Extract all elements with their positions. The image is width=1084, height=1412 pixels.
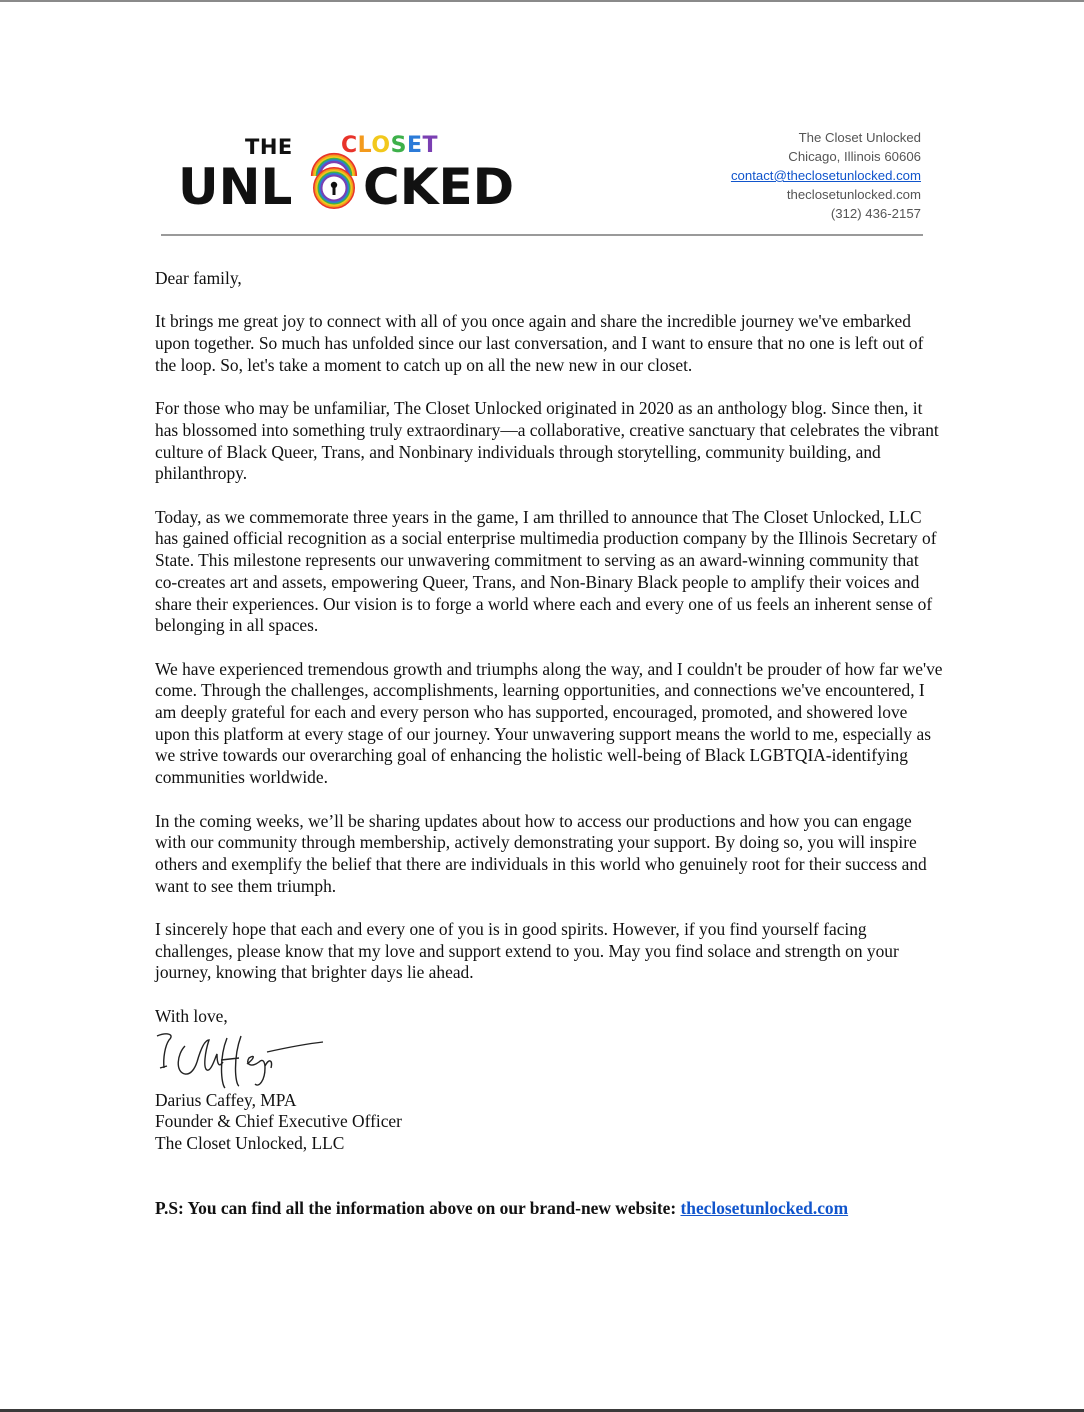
paragraph-2: For those who may be unfamiliar, The Closet Unlocked originated in 2020 as an anthology blog. Since then, it has blossomed into something truly extraordinary—a collaborative, creative sanctuary that celebrates the vibrant culture of Black Queer, Trans, and Nonbinary individuals through storytelling, community building, and philanthropy. <box>155 398 939 484</box>
brand-logo <box>178 130 515 216</box>
paragraph-5: In the coming weeks, we’ll be sharing updates about how to access our productions and how you can engage with our community through membership, actively demonstrating your support. By doing so, you will inspire others and exemplify the belief that there are individuals in this world who genuinely root for their success and want to see them triumph. <box>155 810 927 896</box>
paragraph-6: I sincerely hope that each and every one of you is in good spirits. However, if you find yourself facing challenges, please know that my love and support extend to you. May you find solace and strength on your journey, knowing that brighter days lie ahead. <box>155 919 899 983</box>
page-top-border <box>0 0 1084 2</box>
website-link[interactable]: theclosetunlocked.com <box>680 1197 849 1218</box>
closet-letter: S <box>390 133 407 158</box>
contact-phone: (312) 436-2157 <box>830 206 921 221</box>
logo-the: THE <box>245 135 293 159</box>
paragraph-3: Today, as we commemorate three years in the game, I am thrilled to announce that The Closet Unlocked, LLC has gained official recognition as a social enterprise multimedia production company by the Illinois Secretary of State. This milestone represents our unwavering commitment to serving as an award-winning community that co-creates art and assets, empowering Queer, Trans, and Non-Binary Black people to amplify their voices and share their experiences. Our vision is to forge a world where each and every one of us feels an inherent sense of belonging in all spaces. <box>155 506 937 636</box>
signature-title: Founder & Chief Executive Officer <box>155 1111 402 1132</box>
closet-letter: L <box>357 133 372 158</box>
closet-letter: E <box>406 133 423 158</box>
contact-city: Chicago, Illinois 60606 <box>788 149 921 164</box>
letter-body <box>155 268 945 1241</box>
contact-block <box>731 128 921 223</box>
lock-body-icon <box>314 168 354 208</box>
signature-company: The Closet Unlocked, LLC <box>155 1132 345 1153</box>
contact-website: theclosetunlocked.com <box>786 187 921 202</box>
signature-name: Darius Caffey, MPA <box>155 1089 297 1110</box>
paragraph-4: We have experienced tremendous growth and triumphs along the way, and I couldn't be prouder of how far we've come. Through the challenges, accomplishments, learning opportunities, and connections we've encountered, I am deeply grateful for each and every person who has supported, encouraged, promoted, and showered love upon this platform at every stage of our journey. Your unwavering support means the world to me, especially as we strive towards our overarching goal of enhancing the holistic well-being of Black LGBTQIA-identifying communities worldwide. <box>155 658 943 788</box>
closing: With love, <box>155 1005 228 1026</box>
closet-letter: T <box>422 133 438 158</box>
unlocked-part-2: CKED <box>363 158 515 216</box>
unlocked-wordmark <box>178 130 515 216</box>
contact-org: The Closet Unlocked <box>798 130 921 145</box>
keyhole-slot <box>333 186 336 195</box>
logo-closet <box>341 133 438 158</box>
contact-email-link[interactable]: contact@theclosetunlocked.com <box>730 168 921 183</box>
salutation: Dear family, <box>155 268 242 288</box>
postscript-text: P.S: You can find all the information above on our brand-new website: <box>155 1197 681 1218</box>
closet-letter: C <box>341 133 358 158</box>
header-divider <box>161 234 923 236</box>
postscript <box>155 1198 945 1220</box>
closet-letter: O <box>371 133 391 158</box>
handwritten-signature <box>155 1028 325 1090</box>
unlocked-part-1: UNL <box>178 158 293 216</box>
paragraph-1: It brings me great joy to connect with all of you once again and share the incredible journey we've embarked upon together. So much has unfolded since our last conversation, and I want to ensure that no one is left out of the loop. So, let's take a moment to catch up on all the new new in our closet. <box>155 311 924 375</box>
